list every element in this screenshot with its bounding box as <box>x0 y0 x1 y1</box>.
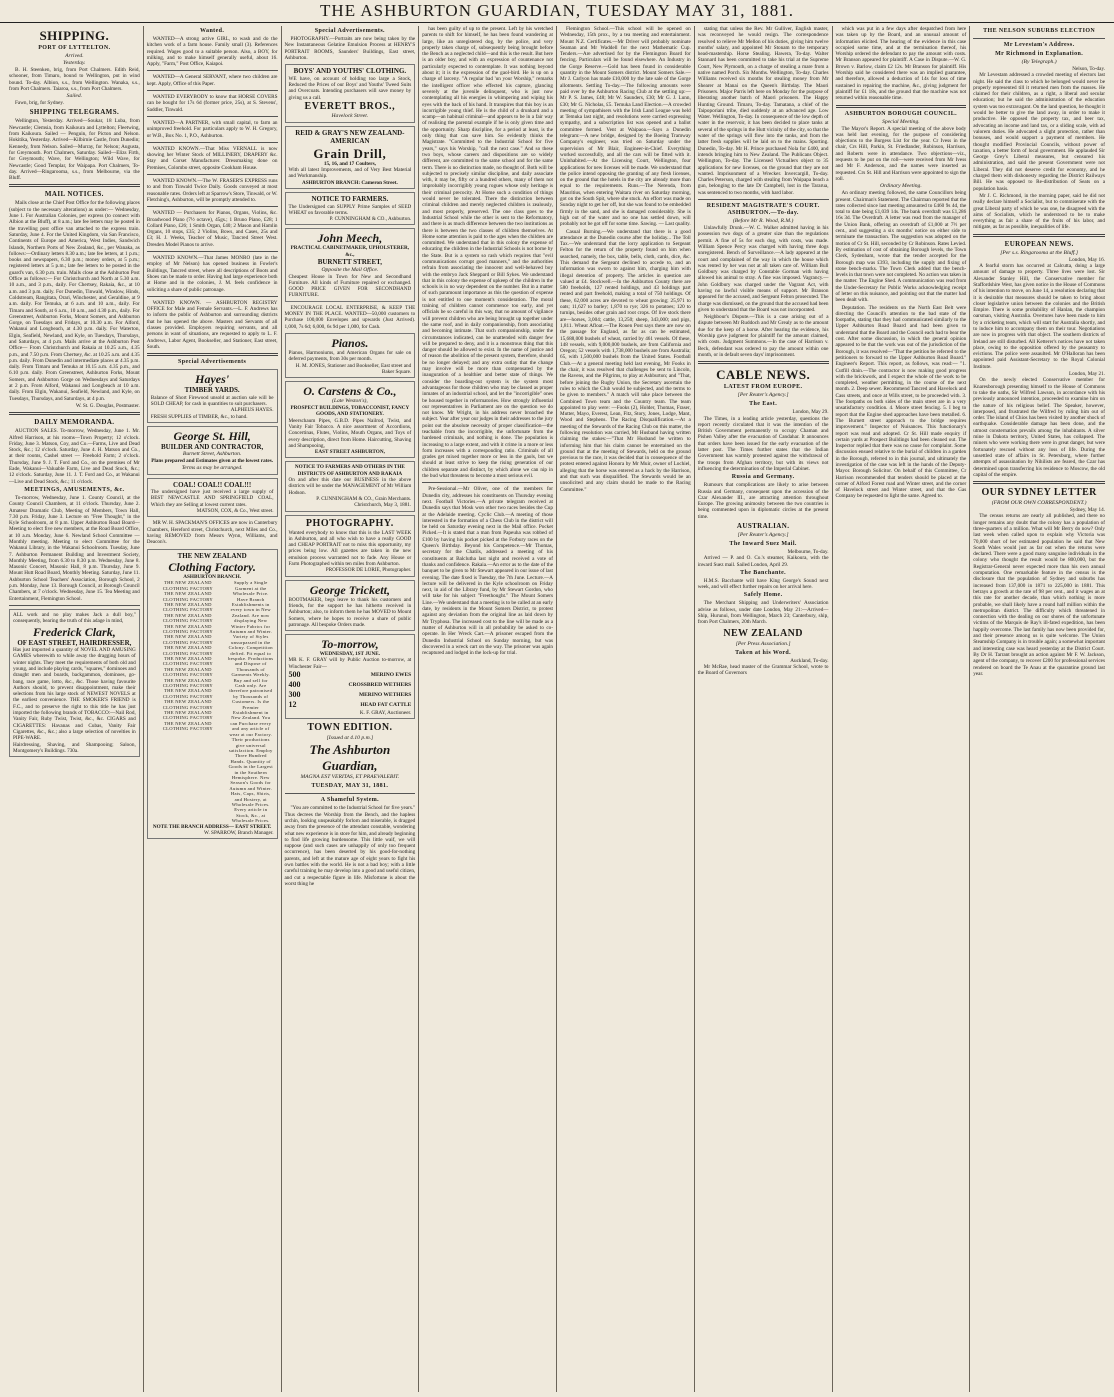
wanted-ad: WANTED KNOWN.—That James MONRO (late in the employ of Mr Nelson) has opened business in Fowler's Buildings, Tancred street, where all descriptions of Boots and Shoes can be made to order. Having had large experience both at Home and in the colonies, J. M. feels confidence in soliciting a share of public patronage. <box>146 255 278 293</box>
russia-text: Rumours that complications are likely to arise between Russia and Germany, consequent upon the accession of the Czar Alexander III., are attracting attention throughout Europe. The growing animosity between the two countries is being commented upon in diplomatic circles at the present time. <box>697 482 829 520</box>
levestam-heading: Mr Levestam's Address. <box>1003 42 1075 48</box>
european-news-via: [Per s.s. Ringarooma at the Bluff.] <box>1000 249 1079 256</box>
lot-row <box>289 670 412 680</box>
divider <box>285 793 416 794</box>
cable-news-heading: CABLE NEWS. <box>716 367 811 383</box>
lot-row <box>289 700 412 710</box>
carstens-late: (Late Weston's), <box>331 398 368 405</box>
boys-heading: BOYS' AND YOUTHS' CLOTHING. <box>293 67 407 76</box>
column-5 <box>557 26 695 1392</box>
divider <box>9 605 140 606</box>
frederick-clark-ad <box>9 609 140 757</box>
column-3 <box>282 26 420 1392</box>
nz-heading: THE NEW ZEALAND <box>177 551 247 560</box>
divider <box>147 70 278 71</box>
branch-manager: W. SPARROW, Branch Manager. <box>204 829 274 836</box>
divider <box>147 116 278 117</box>
carstens-text: Meerschaum Pipes, G.B.D. Pipes Nailrod, Twist, and Vanity Fair Tobacco. A nice assortment of Accordions, Concertinas, Flutes, Violins, Mouth Organs, and Toys of every description, direct from Home. Haircutting, Shaving and Shampooing, <box>288 417 412 449</box>
taken-at-word-heading: Taken at his Word. <box>735 649 792 656</box>
leader-continued: has been guilty of up to the present. Left by his wretched parents to shift for himself, he has been found wandering at large, like an unregistered dog, by the police, and very properly taken charge of, subsequently being brought before the Bench as a neglected child—and this is the result. But here is an older boy, and with an expression of countenance not particularly expected to contemplate. It was nothing beyond about it; it is the expression of the gaol-bird. He is up on a charge of larceny. "A regular bad 'un your Worship," remarks the intelligent officer who effected his capture, glancing severely at the juvenile delinquent, who is just now contemplating all his energies in whimpering and wiping his eyes with the back of his hand. It transpires that this boy is an incorrigible young thief. He is the child of a drunkard and a scamp—an habitual criminal—and appears to be in a fair way of realising the parental example if he is only given time and the opportunity. Sharp discipline, for a period at least, is the only thing that can save him. So evidently thinks the Magistrate. "Committed to the Industrial School for five years," says his Worship, "call the next case." And so these two boys, whose careers and dispositions are so widely different, are committed to the same school and for the same term. There is no distinction made, no thought of. Both will be subjected to precisely similar discipline, and daily associate with, it may be, fifty or a hundred others, many of them not improbably incorrigibly young rogues whose only heritage is their criminal precocity. At Home such a condition of things would never be tolerated. There the distinction between criminal children and merely neglected children is zealously, and most properly, preserved. The one class goes to the Industrial School while the other is sent to the Reformatory, and there is as much difference between the two institutions as there is between the two classes of children themselves. At Home some attention is paid to the ages when the children are committed. We understand that in this colony the expense of educating the children in the Industrial Schools is not borne by the State. But is a system so rash which requires that "evil communications corrupt good manners," and the authorities refrain from associating the innocent and well-behaved boy with the embryo Jack Sheppard or Bill Sykes. We understand that in this colony the expense of upkeep of the children in the schools is in no way dependent on the number. But in a matter of such paramount importance as this the question of expense is not entitled to one moment's consideration. The moral training of children cannot commence too early, and yet officials be so careful in this way, that no amount of vigilance will prevent children who are being brought up together under the same roof, and in daily companionship, from associating and becoming intimate. That such companionship, under the circumstances indicated, can be unattended with danger few will be prepared to deny, and it is a monstrous thing that this danger should be allowed to exist. In the name of justice and of reason the abolition of the present system, therefore, should be no longer delayed; and any extra outlay that the change may involve will be more than compensated by the inauguration of a healthier and better state of things. We consider the boarding-out system is the system most advantageous for those children who may be classed as proper inmates of an industrial school, and let the "incorrigible" ones be housed together in reformatories. How strongly influential our representatives in Parliament are on the question we do not know. Mr Wright, in his address never broached the subject. Year after year our judges in their addresses to the jury point out the absolute necessity of proper classification—the teachable from the incorrigible, the unfortunate from the hardened criminals, and nothing is done. The population is increasing to a large extent, and with it crime in a more or less form increases with a corresponding ratio. Criminals of all grades get mixed together more or less in the gaols, but we should at least strive to keep the rising generation of our children separate and distinct, by which alone we can nip in the bud what threatens to become a most serious evil. <box>422 26 553 480</box>
australian-heading: AUSTRALIAN. <box>736 522 790 530</box>
leader-text: "You are committed to the Industrial School for five years." Thus decrees the Worship from the Bench, and the hapless urchin, looking unspeakably forlorn and miserable, is dragged away from the presence of the attendant constable, wondering what new experience is in store for him, and already beginning to find life growing burdensome. This little waif, we will suppose (and such cases are unhappily of only too frequent occurrence), has been deserted by his good-for-nothing parents, and left at the mature age of eight years to fight his own battles with the world. He is not a bad boy; with a little careful training he may develop into a good and useful citizen, and cut a respectable figure in life. Misfortune is about the worst thing he <box>284 805 416 887</box>
paper-date: TUESDAY, MAY 31, 1881. <box>311 783 389 790</box>
divider <box>698 361 829 364</box>
fc-intro: ALL work and no play makes Jack a dull boy," consequently, bearing the truth of this adage in mind, <box>13 611 136 625</box>
farmers-signature: P. CUNNINGHAM & CO., Ashburton. <box>329 216 412 223</box>
leader-heading: A Shameful System. <box>320 797 380 804</box>
boys-clothing-ad <box>285 64 416 123</box>
east-date: London, May 29. <box>792 409 829 416</box>
sydney-correspondent: (FROM OUR OWN CORRESPONDENT.) <box>991 500 1087 507</box>
european-text-2: On the newly elected Conservative member for Knaresborough presenting himself to the House of Commons to take the oaths, Sir Wilfred Lawson, in accordance with his previously announced intention, proceeded to examine him on the nature of his religious belief. The Speaker, however, interposed, and frustrated the Wilfred by ruling him out of order. The island of Chios has been visited by another shock of earthquake. Considerable damage has been done, and the utmost consternation prevails among the inhabitants. A silver mine in Dakota territory, United States, has collapsed. The miners who were working there were in great danger, but were fortunately rescued without any loss of life. During the unsettled state of affairs in St. Petersburg, where further attempts of assassination by Nihilists are feared, the Czar has determined upon transferring his residence to Moscow, the old capital of the empire. <box>973 377 1105 478</box>
grain-drill-ad <box>285 126 416 189</box>
divider <box>147 174 278 175</box>
australian-agency: [Per Reuter's Agency.] <box>737 532 789 538</box>
wanted-ad: WANTED KNOWN.—The W. FRASER'S EXPRESS runs to and from Tinwald Twice Daily. Goods conveyed at most reasonable rates. Orders left at Sparrow's Store, Tinwald, or W. Fletching's, Ashburton, will be promptly attended to. <box>146 178 278 203</box>
carstens-address: EAST STREET ASHBURTON, <box>314 449 385 456</box>
st-hill-name: George St. Hill, <box>173 428 251 443</box>
column-7 <box>833 26 971 1392</box>
lot-desc: MERINO EWES <box>370 672 412 679</box>
meech-opposite: Opposite the Mail Office. <box>321 266 379 273</box>
richmond-text: Mr J. C. Richmond, in the morning paper, said he did not really declare himself a Socialist, but to commiserate with the great Liberal party of which he was one, he disagreed with the aims of Socialists, which he understood to be to make everything as fair a share of the fruits of his labor, and mitigate, as far as possible, inequalities of life. <box>973 192 1105 231</box>
lot-desc: HEAD FAT CATTLE <box>360 702 412 709</box>
clothing-repeat: THE NEW ZEALAND CLOTHING FACTORY <box>162 591 213 602</box>
pianos-signature: H. M. JONES, Stationer and Bookseller, East street and Baker Square. <box>295 362 412 375</box>
divider <box>147 296 278 297</box>
hayes-timber-ad <box>147 369 278 423</box>
sydney-text: The census returns are nearly all published, and there no longer remains any doubt that the colony has a population of three-quarters of a million. What will Mr Berry do now? Only last week when called upon to explain why Victoria was 70,000 short of her estimated population he said that New South Wales would just as far out when the returns were declared. There were a good many sanguine individuals in the colony who thought the result would be 800,000, but the Registrar-General never expected more than his own annual computation. One remarkable feature in the census is the disclosure that the population of Sydney and suburbs has increased from 137,000 in 1871 to 225,000 in 1881. This betrays a growth at the rate of 98 per cent., and it wages an at this rate for another decade, than which nothing is more probable, we shall likely have a round half million within the metropolitan district. The difficulty which threatened in connection with the dealing on our shores of the unfortunate victims of the Marquis de Ray's ill-fated expedition, has been happily overcome. The last family has now been provided for, and their presence among us is quite welcome. The Union Steamship Company is in trouble again; a somewhat important and interesting case was heard yesterday at the District Court. By Dr H. Tarrant brought an action against Mr F. W. Jackson, agent of the company, to recover £200 for professional services rendered on board the Te Anau at the quarantine ground last year. <box>973 513 1105 677</box>
rm-court-text: Unlawfully Drunk.—W. C. Walker admitted having in his possession two dogs of a greater size than the regulations permit. A fine of 5s for each dog, with costs, was made. William Spence Percy was charged with having three dogs unregistered. Bench of Surveillance.—A lady appeared at the court and complained of the way in which the house which was rented by her was not at all taken care of. William Bull Goldbury was charged by Constable Gorman with having allowed his animal to stray. A fine was imposed. Vagrancy.—John Goldbury was charged under the Vagrant Act, with having no lawful visible means of support. Mr Branson appeared for the accused, and Sergeant Felton prosecuted. The charge was dismissed, on the ground that the accused had been given to understand that the Board was not incorporated. <box>697 225 829 313</box>
wanted-ad: WANTED KNOWN. — ASHBURTON REGISTRY OFFICE for Male and Female Servants.—L. F. Andrews has to inform the public of Ashburton and surrounding districts that he has opened the above. Masters and Servants of all classes provided. Employers requiring servants, and all persons in want of situations, are requested to apply to L. F. Andrews, Labor Agent, Bookseller, and Stationer, East street, South. <box>146 299 278 350</box>
tomorrow-title: To-morrow, <box>321 637 379 652</box>
local-news: Pre-Sessional.—Mr Oliver, one of the members for Dunedin city, addresses his constituents on Thursday evening next. Football Victories.—A private telegram received at Dunedin says that Mosk won other two races besides the Cup at the Adelaide meeting. Cyclic Club.—A meeting of those interested in the formation of a Chess Club in the district will be held on Saturday evening next in the Mail office. Pocket Picked.—It is stated that a man from Papeuha was robbed of £100 by having his pocket picked at the Forbury races on the Queen's Birthday. Beyond his Competence.—Mr Thomas, secretary for the Chatils, addressed a meeting of his constituents at Balclutha last night and received a vote of thanks and confidence. Rakaia.—An error as to the date of the banquet to be given to Mr Stewart appeared in our issue of last evening. The date fixed is Tuesday, the 7th June. Lecture.—A lecture will be delivered in the Kyle schoolroom on Friday next, in aid of the Library fund, by Mr Stewart Gordon, who will take for his subject "Freethought." The Mount Somers Line.—We understand that a meeting is to be called at an early date, by residents in the Mount Somers District, to protest against any deviation from the original line as laid down by Mr Tryphosa. The increased cost to the line will be made as a matter of Ashburton will in all probability be asked to co-operate. In Her Wreck Cart.—A prisoner escaped from the Dunedin Industrial School on Sunday morning, but was discovered in a wreck cart on the way. The prisoner was again recaptured and lodged in the lock-up for trial. <box>422 486 553 657</box>
auction-ad <box>285 634 416 719</box>
coal-text: The undersigned have just received a large supply of BEST NEWCASTLE AND SPRINGFIELD COAL, Which they are Selling at lowest current rates. <box>150 489 274 508</box>
meech-sub: PRACTICAL CABINETMAKER, UPHOLSTERER, &c., <box>290 245 410 258</box>
inward-mail-heading: The Inward Suez Mail. <box>729 541 797 547</box>
meetings-text: To-morrow, Wednesday, June 1. County Council, at the County Council Chambers, at 11 o'clock. Thursday, June 2. Amateur Dramatic Club, Meeting of Members, Town Hall, 7.30 p.m. Friday, June 3. Lecture on "Free Thought," in the Kyle Schoolroom, at 8 p.m. Upper Ashburton Road Board—Meeting to elect five new members, at the Road Board Office, at 10 a.m. Monday, June 6. Newland School Committee — Monthly meeting. Meeting to elect Committee for the Wakanui Library, in the Wakanui Schoolroom. Tuesday, June 7. Ashburton Permanent Building and Investment Society, Monthly Meeting, from 6.30 to 8.30 p.m. Wednesday, June 8. Masonic Concert, Masonic Hall, 8 p.m. Thursday, June 9. Mount Hutt Road Board, Monthly Meeting. Saturday, June 11. Ashburton School Teachers' Association, Borough School, 2 p.m. Monday, June 13. Borough Council, at Borough Council Chambers, at 7 o'clock. Wednesday, June 15. Tea Meeting and Entertainment, Flemington School. <box>9 494 140 602</box>
masthead: THE ASHBURTON GUARDIAN, TUESDAY MAY 31, 1881. <box>0 0 1114 23</box>
meech-name: John Meech, <box>317 231 383 246</box>
rakaia-text: On and after this date our BUSINESS in the above districts will be under the MANAGEMENT of Mr William Hodson. <box>288 477 412 496</box>
wanted-ad: WANTED—A strong active GIRL, to wash and do the kitchen work of a farm house. Family small (3). References required. Wages good to a suitable person. Also, a BOY, for milking, and to make himself generally useful, about 16. Apply, "Farm," Post Office, Kaiapoi. <box>146 36 278 68</box>
branch-label: ASHBURTON BRANCH. <box>183 574 241 581</box>
farmers-notice <box>285 192 416 225</box>
coal-signature: MATSON, COX, & Co., West street. <box>196 508 274 515</box>
special-ads-heading: Special Advertisements <box>177 359 247 366</box>
nelson-election-heading: THE NELSON SUBURBS ELECTION <box>983 28 1096 34</box>
column-6 <box>695 26 833 1392</box>
russia-heading: Russia and Germany. <box>731 474 795 481</box>
carstens-sub: PROSPECT BUILDINGS, TOBACCONIST, FANCY GOODS, AND STATIONERY. <box>290 405 410 418</box>
fc-subtitle: OF EAST STREET, HAIRDRESSER, <box>17 638 132 647</box>
pianos-ad <box>285 333 416 378</box>
divider <box>973 481 1105 484</box>
st-hill-text: Plans prepared and Estimates given at the lowest rates. <box>151 458 274 465</box>
daily-memoranda-heading: DAILY MEMORANDA. <box>34 418 115 427</box>
lot-row <box>289 680 412 690</box>
mail-notices-heading: MAIL NOTICES. <box>44 190 104 199</box>
inward-mail-text: Arrived — P. and O. Co.'s steamer, Kaikoura, with the inward Suez mail. Sailed London, April 29. <box>697 555 829 568</box>
levestam-text: Mr Levestam addressed a crowded meeting of electors last night. He said the class to which he belonged would never be properly represented till it returned men from the masses. He claimed for their children, as a right, a liberal and secular education; but he said the administration of the education system was too extravagant. On the land question, he thought it would be better to give the land away, in order to make it productive. He opposed the property tax, and beer tax, advocating an income and land tax, or a sliding scale, with ad valorem duties. He advocated a slight protection, rather than bonuses, and would support a payment of members. He thought modified Provincial Councils, without power of taxation, a better form of local government. He applauded Sir George Grey's Liberal measures, but censured his administration, and said the present Government were not Liberal. They did not deserve credit for economy, and he charged them with dishonesty regarding the District Railways Bill. He was opposed to Re-distribution of Seats on a population basis. <box>973 72 1105 192</box>
trickett-text: BOOTMAKER, begs leave to thank his customers and friends, for the support he has hitherto received in Ashburton; also, to inform them he has MOVED to Mount Somers, where he hopes to receive a share of public patronage. All bespoke Orders made. <box>288 596 412 628</box>
photography-ad <box>285 515 416 577</box>
clothing-repeat: THE NEW ZEALAND CLOTHING FACTORY <box>162 720 213 732</box>
clothing-repeat: THE NEW ZEALAND CLOTHING FACTORY <box>162 601 213 613</box>
hayes-owner: ALPHEUS HAYES. <box>230 407 274 414</box>
meetings-heading: MEETINGS, AMUSEMENTS, &c. <box>24 486 125 493</box>
everett-address: Havelock Street. <box>331 112 369 119</box>
carstens-name: O. Carstens & Co., <box>303 384 397 399</box>
postmaster-signature: W. St. G. Douglas, Postmaster. <box>75 402 140 409</box>
fc-text: Has just imported a quantity of NOVEL AND AMUSING GAMES wherewith to while away the dragging hours of winter nights. They meet the requirements of both old and young, and include playing cards, "squares," dominoes and draught men and boards, backgammon, dominoes, go-bang, race game, lotto, &c., &c. Those having favourite Authors should, to prevent disappointment, make their selections from his large stock of NEWEST NOVELS at the earliest convenience. THE SMOKER'S FRIEND is F.C., and to preserve the right to this title he has just imported the following brands of TOBACCO:—Nail Rod, Vanity Fair, Ruby Twist, Twist, &c., &c. CIGARS and CIGARETTES: Havanas and Cubas, Vanity Fair Cigarettes, &c., &c.; also a large selection of novelties in PIPE-WARE. <box>13 647 136 742</box>
farmers-text: The Undersigned can SUPPLY Prime Samples of SEED WHEAT on favorable terms. <box>288 203 412 216</box>
ordinary-meeting-label: Ordinary Meeting. <box>880 183 922 190</box>
clothing-side-text: Supply a Single Garment at the Wholesale Price. Have Branch Establishments in every town in New Zealand. Are now displaying New Winter Fabrics for Autumn and Winter. Variety of Styles unsurpassed in the Colony. Competition defied. Fit equal to bespoke. Productions and Dispose of Thousands of Garments Weekly. Buy and sell for Cash only. Are therefore patronised by Thousands of Customers. Is the Premier Establishment in New Zealand. You can Purchase every and any article of wear at our Factory. Their productions give universal satisfaction. Employ Three Hundred Hands. Quantity of Goods in the Largest in the Southern Hemisphere. New Season's Goods for Autumn and Winter. Hats, Caps, Shirts, and Hosiery, at Wholesale Prices. Every article in Stock, &c., at Wholesale Prices. <box>228 580 274 824</box>
divider <box>9 184 140 187</box>
east-text: The Times, in a leading article yesterday, questions the report recently circulated that it was the intention of the British Government permanently to occupy Chaman and Pishen Valley after the evacuation of Candahar. It announces that orders have been issued for the early evacuation of the latter post. The Times further states that the Indian Government has warmly protested against the withdrawal of the troops from Afghan territory, but with its views not influencing the determination of the Imperial Cabinet. <box>697 415 829 472</box>
clothing-repeat: THE NEW ZEALAND CLOTHING FACTORY <box>162 634 213 645</box>
wanted-heading: Wanted. <box>199 28 225 34</box>
divider <box>147 353 278 356</box>
clothing-title: Clothing Factory. <box>168 560 256 575</box>
hayes-text: Balance of Short Firewood unsold at auction sale will be SOLD CHEAP, for cash in quantities to suit purchasers. <box>150 394 274 407</box>
photography-text: Wanted everybody to know that this is the LAST WEEK in Ashburton, and all who wish to have a really GOOD and CHEAP PORTRAIT not to miss this opportunity, my prices being low. All gazettes are taken in the new emulsion process warranted not to fade. Any House or Farm Photographed within ten miles from Ashburton. <box>288 529 412 568</box>
borough-ordinary-text: An ordinary meeting followed, the same Councillors being present. Chairman's Statement. The Chairman reported that the rates collected since last meeting amounted to £460 9s 4d, the total to date being £1,039 14s. The bank overdraft was £1,286 16s 3d. The Overdraft. A letter was read from the manager of the Union Bank, offering an overdraft of £1,000 at 7½ per cent., and suggesting a six months' notice on either side to terminate the transaction. The suggestion was adopted on the motion of Cr St. Hill, seconded by Cr Robinson. Rates Levied. By estimation of cost of obtaining Borough levels, the Town Clerk, Sydenham, wrote that the tender accepted for the Borough map was £393, including the supply and fixing of stone bench-marks. The Town Clerk added that the bench-levels in that town were not completed. No action was taken in the matter. The Engine Shed. A communication was read from the Under-Secretary for Public Works acknowledging receipt of letter on this nuisance, and pointing out that the matter had been dealt with. <box>835 190 967 304</box>
st-hill-ad <box>147 426 278 475</box>
pianos-text: Pianos, Harmoniums, and American Organs for sale on deferred payments, from 30s per month. <box>288 349 412 363</box>
european-dateline-2: London, May 21. <box>1068 371 1105 378</box>
clothing-repeat: THE NEW ZEALAND CLOTHING FACTORY <box>162 612 213 624</box>
clothing-repeat: THE NEW ZEALAND CLOTHING FACTORY <box>162 677 213 689</box>
column-1 <box>6 26 144 1392</box>
sailed-text: Fawn, brig, for Sydney. <box>15 100 64 107</box>
divider <box>698 199 829 200</box>
hayes-fresh: FRESH SUPPLIES of TIMBER, &c., to hand. <box>150 413 248 420</box>
special-meeting-label: Special Meeting. <box>882 118 920 125</box>
european-text: A fearful storm has occurred at Calcutta, doing a large amount of damage to property. Three lives were lost. Sir Alexander Stanley Hill, the Conservative member for Staffordshire West, has given notice in the House of Commons of his intention to move, on June 14, a resolution declaring that it is desirable that measures should be taken to bring about closer legislative union between the colonies and the British Empire. There is some probability of Hanlan, the champion oarsman, visiting Australia. Overtures have been made to him by a cricketing team, which will start for Australia shortly, and to induce him to accompany them on their tour. Negotiations are now in progress with that object. The southern districts of Ireland are still disturbed. All Ketterer's notices have not taken place, owing to the opposition offered by the peasantry to evictions. The police were assaulted. Mr O'Halloran has been appointed paid Assistant-Secretary to the Royal Colonial Institute. <box>973 263 1105 370</box>
richmond-heading: Mr Richmond in Explanation. <box>995 51 1084 57</box>
st-hill-sub: BUILDER AND CONTRACTOR, <box>160 442 264 451</box>
divider <box>147 251 278 252</box>
bacchante-text: H.M.S. Bacchante will have King George's Sound next week, and will effect further repairs on her arrival here. <box>697 577 829 591</box>
sydney-letter-heading: OUR SYDNEY LETTER <box>981 487 1097 499</box>
nz-news-agency: [Per Press Association.] <box>735 640 791 647</box>
farmers-heading: NOTICE TO FARMERS. <box>311 195 389 204</box>
gray-text: MR K. F. GRAY will by Public Auction to-morrow, at Winchester Fair— <box>288 657 412 670</box>
encourage-local-ad: ENCOURAGE LOCAL ENTERPRISE, & KEEP THE MONEY IN THE PLACE. WANTED—50,000 customers to Purchase 100,000 Envelopes and upwards (Just Arrived). 1,000, 7s 6d; 6,000, 6s 9d per 1,000, for Cash. <box>284 304 416 330</box>
grain-drill-title: Grain Drill, <box>313 145 387 161</box>
lot-count: 400 <box>288 680 301 690</box>
meech-address: BURNETT STREET, <box>317 258 383 267</box>
paper-title: The Ashburton Guardian, <box>309 742 391 774</box>
reid-heading: REID & GRAY'S NEW ZEALAND-AMERICAN <box>295 128 405 146</box>
trickett-ad <box>285 580 416 631</box>
photography-notice: PHOTOGRAPHY.—Portraits are now being taken by the New Instantaneous Gelatine Emulsion Process at HENRY'S PORTRAIT ROOMS, Saunders' Buildings, East street, Ashburton. <box>284 36 416 61</box>
meech-text: Cheapest House in Town for New and Secondhand Furniture. All kinds of Furniture repaired or exchanged. GOOD PRICE GIVEN FOR SECONDHAND FURNITURE. <box>288 273 412 299</box>
everett-name: EVERETT BROS., <box>304 100 396 112</box>
borough-special-text: The Mayor's Report. A special meeting of the above body was held last evening, for the purpose of considering objections to the Burgess List for the year. Cr Ivess in the chair, Crs Hill, Parkin, St. Friedlander, Robinson, Harrison, and Roberts were in attendance. Two objections—viz., requests to be put on the roll—were received from Mr Ivess and Mr F. Anderson, and the names were inserted as requested. Crs St. Hill and Harrison were appointed to sign the roll. <box>835 125 967 182</box>
town-edition-heading: TOWN EDITION. <box>307 722 393 734</box>
reid-text: With all latest Improvements, and of Very Best Material and Workmanship. <box>288 167 412 180</box>
st-hill-terms: Terms as may be arranged. <box>181 464 243 471</box>
shipping-heading: SHIPPING. <box>39 28 110 43</box>
taken-at-word-text: Mr McRae, head master of the Grammar School, wrote to the Board of Governors <box>697 663 829 677</box>
rm-court-before: (Before Mr R. Wood, R.M.) <box>732 218 794 225</box>
european-dateline: London, May 16. <box>1068 256 1105 263</box>
by-telegraph: (By Telegraph.) <box>1021 59 1057 65</box>
clothing-repeat: THE NEW ZEALAND CLOTHING FACTORY <box>162 710 213 721</box>
wanted-ad: WANTED KNOWN.—That Miss VERNALL is now showing her Winter Stock of MILLINERY, DRAPERY &c. Stay and Corset Manufacturer. Dressmaking done on Premises, Colombo street, opposite Cookham House. <box>146 145 278 171</box>
cable-agency: [Per Reuter's Agency.] <box>737 392 789 399</box>
special-ads-heading: Special Advertisements. <box>314 28 385 34</box>
divider <box>973 38 1105 39</box>
shipping-telegrams-text: Wellington, Yesterday. Arrived—Soukar, 18 Luba, from Newcastle; Clemsia, from Kaikoura and Lyttelton; Fleetwing, from Kaikoura. Sailed — Penguin, for Picton and Nelson. Hokitika, Yesterday. Arrived—Kilbirnie Castle, from Dunedin; Kennedy, from Nelson. Sailed—Murray, for Nelson; Augusta, for Greymouth. Port Chalmers, Saturday. Sailed—Elizs Firth, for Greymouth; Wave, for Wellington; Wild Wave, for Newcastle; Good Templar, for Waipapa. Port Chalmers, To-day. Arrived—Ringarooma, s.s., from Melbourne, via the Bluff. <box>9 118 140 182</box>
st-hill-address: Burnett Street, Ashburton. <box>182 451 242 458</box>
bacchante-heading: The Banchante. <box>740 569 787 576</box>
lot-count: 12 <box>288 700 297 710</box>
port-heading: PORT OF LYTTELTON. <box>38 45 111 51</box>
clothing-repeats <box>151 580 225 823</box>
spackman-notice: MR W. H. SPACKMAN'S OFFICES are now in Canterbury Chambers, Hereford street, Christchurch, next Miles and Co., having REMOVED from Messrs Wynn, Williams, and Deacon's. <box>146 520 278 546</box>
nz-news-heading: NEW ZEALAND <box>723 627 803 639</box>
rakaia-notice <box>285 461 416 511</box>
clothing-factory-ad <box>147 549 278 840</box>
wanted-ad: WANTED—A General SERVANT, where two children are kept. Apply, Office of this Paper. <box>146 74 278 87</box>
photography-heading: PHOTOGRAPHY. <box>305 517 394 529</box>
european-news-heading: EUROPEAN NEWS. <box>1004 239 1074 248</box>
boys-text: WE have, on account of holding too large a Stock, Reduced the Prices of our Boys' and Youths' Tweed Suits and Overcoats. Intending purchasers will save money by giving us a call. <box>288 75 412 101</box>
gray-signature: K. F. GRAY, Auctioneer. <box>359 710 412 717</box>
clothing-repeat: THE NEW ZEALAND CLOTHING FACTORY <box>162 666 213 678</box>
wanted-ad: WANTED — Purchasers for Pianos, Organs, Violins, &c. Broadwood Piano (7½ octave), 45gs.; 1 Bruno Piano, £28; 1 Collard Piano, £26; 1 Smith Organ, £40; 2 Mason and Hamlin Organs, 10 stops, £35; 2 Violins, Bows, and Cases, 25s and £3; H. J. Weeks, Teacher of Music, Tancred Street West. Dresden Model Pianos to arrive. <box>146 210 278 248</box>
divider <box>422 482 553 483</box>
rakaia-signature: P. CUNNINGHAM & CO., Grain Merchants. Christchurch, May 3, 1881. <box>316 495 412 509</box>
borough-more-text: Deputation. The residents on the North East Belt were directing the Council's attention to the bad state of the footpaths, stating that they had communicated similarly to the Upper Ashburton Road Board and had been given to understand that the Board and the Council each had to bear the cost. After some discussion, in which the general opinion appeared to be that the work was out of the jurisdiction of the Borough, it was resolved—"That the petition be referred to the petitioners to forward to the Upper Ashburton Road Board." Engineer's Report. This report, as follows, was read:— "1. Cutfill drain.—The contractor is now making good progress with the brickwork, and I expect the whole of the work to be completed, weather permitting, in the course of the next month. 2. Deep sewer. Recommend Tancred and Havelock and Cass streets, and once at Wills street, to be proceeded with. 3. The footpaths on both sides of the main street are in a very unsatisfactory condition. 4. Moore street fencing. 5. I beg to report that the Engine shed approaches have been metalled. 6. The Burnett street approach to the bridge requires improvement." Inspector of Nuisances. This functionary's report was read and adopted. Cr St. Hill made enquiry if certain yards at Prospect Buildings had been cleaned out. The Inspector replied that there was no cause for complaint. Some discussion ensued relative to the burial of children in a garden in the Borough, referred to in this journal, and ultimately the investigation of the case was left in the hands of the Deputy-Mayor. Borough Solicitor. On behalf of this Committee, Cr Harrison recommended that tenders should be placed at the corner of Alford Forest road and Winter street, and the corner of Havelock street and Winter street, and that the Gas Company be requested to light the same. Agreed to. <box>835 304 967 500</box>
clothing-repeat: THE NEW ZEALAND CLOTHING FACTORY <box>162 699 213 710</box>
telegram-news: stating that unless the Rev. Mr Gulliver, English master, was reconveyed he would resign. The correspondence resolved to relieve Mr Mellon of his duties, giving him twelve months' salary, and appointed Mr Stonam to the temporary head-mastership. Horse Stealing. Hawera, To-day. Walter Stannard has been committed to take his trial at the Supreme Court, New Plymouth, on a charge of stealing a mare from a native named Porch. Six Months. Wellington, To-day. Charles Williams received six months for stealing money from Mr Shearer at Manai on the Queen's Birthday. The Maori Prisoners. Major Parris left here on Monday for the purpose of liberating another batch of Maori prisoners. The Happy Hunting Ground. Timaru, To-day. Tamatana, a chief of the Taipoporiani tribe, died suddenly at an advanced age. Low Water. Wellington, To-day. In consequence of the low depth of water in the reservoir, it has been decided to place tanks at several of the springs in the Hutt vicinity of the city, so that the water of the springs will flow into the tanks, and from the latter fresh supplies will be laid on to the mains. Sporting. Dunedin, To-day. Mr H. Prince purchased Nola for £400, and intends bringing him to New Zealand. The Publicans Object. Wellington, To-day. The Licensed Victuallers object to 35 applications for new licenses, on the ground that they are not wanted. Imprisonment of a Wrecker. Invercargill, To-day. Charles Peterson, charged with stealing from Waipapa beach a gun, belonging to the late Dr Campbell, lost in the Tararua, was sentenced to two months, with hard labor. <box>697 26 829 196</box>
safely-home-text: The Merchant Shipping and Underwriters' Association advise as follows, under date London, May 21:—Arrived—Ship, Hurunui, from Wellington, March 23; Canterbury, ship, from Port Chalmers, 20th March. <box>697 600 829 626</box>
lot-row <box>289 690 412 700</box>
lot-count: 500 <box>288 670 301 680</box>
divider <box>147 142 278 143</box>
court-continued: which was put in a few days after despatched from here was taken up by the Board, and an unusual amount of information elicited. The hearing of the evidence in this case occupied some time, and at the termination thereof, his Worship ordered the defendant to pay the amount with costs. Mr Branson appeared for plaintiff. A Case in Dispute.—W. G. Brown v. Barlow, claim £2 12s. Mr Branson for plaintiff. His Worship said he considered there was an implied guarantee, and therefore, allowed a deduction of 14s for loss of time sustained in repairing the machine, &c., giving judgment for plaintiff for £1 18s, and the ground that the machine was not returned within reasonable time. <box>835 26 967 102</box>
coal-ad <box>147 478 278 518</box>
wanted-ad: WANTED EVERYBODY to know that HORSE COVERS can be bought for 17s 6d (former price, 25s), at S. Stevens', Saddler, Tinwald. <box>146 94 278 113</box>
local-news: Casual Burning.—We understand that there is a good attendance at the Dunedin course after the holiday... The Toll Tax.—We understand that the lorry application to Sergeant Felton for the return of the property found on him when searched, namely, the box, table, bells, cloth, cards, dice, &c. This demand the Sergeant declined to accede to, and an information was sworn to against him, charging him with illegal detention of property. The articles in question are valued at £4. Stockwell.—In the Ashburton County there are 580 freeholds, 127 rented holdings, and 43 holdings part rented and part freehold, making a total of 750 holdings. Of these, 62,000 acres are devoted to wheat growing; 25,971 to oats; 11,627 to barley; 1,870 to rye; 326 to potatoes; 120 to turnips, besides other grain and root crops. Of live stock there are—horses, 3,004; cattle, 13,250; sheep, 343,000; and pigs, 1,811. Wheat Afloat.—The Rouen Post says there are now on the passage for England, as far as can be estimated, 15,688,000 bushels of wheat, carried by 461 vessels. Of these, 148 vessels, with 9,000,000 bushels, are from California and Oregon; 52 vessels with 1,738,000 bushels are from Australia; 65, with 1,500,000 bushels from the United States. Football Club.—At a general meeting held last evening, Mr Fooks in the chair, it was resolved that challenges be sent to Lincoln, the Ravens, and the Pilgrims, to play at Ashburton; and "That, before joining the Rugby Union, the Secretary ascertain the rules to which the Club would be subjected, and the terms to be given to members." A match will take place between the Combined Town team and the Country team. The team appointed to play were: —Fooks (2), Holder, Thomas, Fraser, Mutter, Mayo, Everest, Lean, Fitz, Story, Jones, Lodge, Mant, Wood and Stephens. The Racing Disqualification.—At a meeting of the Stewards of the Racing Club on this matter, the following resolution was carried, Mr Husband having written claiming the stakes:—"That Mr Husband be written to informing him that his claim cannot be entertained on the ground that at the meeting of Stewards, held on the ground previous to the race, it was decided that in consequence of the protest entered against Honora by Mr Muir, owner of Lochiel, alleging that the horse was entered as a hack by the Harrison, and that such was disqualified. The Stewards would be an unsolicited and any claim should be made to the Racing Committee." <box>560 228 691 493</box>
sydney-dateline: Sydney, May 14. <box>1069 507 1105 514</box>
lot-count: 300 <box>288 690 301 700</box>
tomorrow-date: WEDNESDAY, 1ST JUNE. <box>319 651 381 658</box>
shipping-telegrams-heading: SHIPPING TELEGRAMS. <box>29 108 120 117</box>
issued-time: [Issued at 4.10 p.m.] <box>326 735 374 742</box>
safely-home-heading: Safely Home. <box>743 592 783 599</box>
reid-branch: ASHBURTON BRANCH: Cameron Street. <box>301 179 398 186</box>
divider <box>836 105 967 108</box>
east-heading: The East. <box>749 401 778 408</box>
rm-court-more: Neighbour's Dispute.—This is a case arising out of a dispute between Mr Ruddoch and Mr Grealy as to the amount due for the keep of a horse. After hearing the evidence, his Worship gave judgment for plaintiff for the amount claimed, with costs. Judgment Summons.—In the case of Harrison v. Beck, defendant was ordered to pay the amount within one month, or in default seven days' imprisonment. <box>697 314 829 358</box>
clothing-repeat: THE NEW ZEALAND CLOTHING FACTORY <box>162 623 213 634</box>
cable-news-sub: LATEST FROM EUROPE. <box>723 384 803 391</box>
divider <box>9 412 140 415</box>
divider <box>147 206 278 207</box>
taken-at-word-date: Auckland, To-day. <box>790 657 829 664</box>
hayes-name: Hayes' <box>195 372 230 387</box>
column-4 <box>419 26 557 1392</box>
clothing-repeat: THE NEW ZEALAND CLOTHING FACTORY <box>162 656 213 667</box>
fc-footer: Hairdressing, Shaving, and Shampooing; Saloon, Montgomery's Buildings. 730a. <box>13 741 136 754</box>
divider <box>147 90 278 91</box>
fc-name: Frederick Clark, <box>33 624 116 639</box>
divider <box>973 234 1105 237</box>
paper-motto: MAGNA EST VERITAS, ET PRAEVALEBIT. <box>300 774 400 781</box>
clothing-body <box>151 580 274 823</box>
trickett-name: George Trickett, <box>309 582 390 597</box>
pianos-title: Pianos. <box>331 335 369 350</box>
lot-desc: MERINO WETHERS <box>358 692 412 699</box>
rm-court-heading: RESIDENT MAGISTRATE'S COURT. ASHBURTON.—To-day. <box>706 203 820 217</box>
mail-notices-text: Mails close at the Chief Post Office for the following places (subject to the necessary alterations) as under:— Wednesday, June 1. For Australian Colonies, per express (to connect with Albion at the Bluff), at 8 a.m.; late fee letters may be posted in the travelling post office van attached to the express train. Saturday, June 4. For the United Kingdom, via San Francisco, Continents of Europe and America, West Indies, Sandwich Islands, Northern Ports of New Zealand, &c., per Wanaka, as follows:—Ordinary letters 8.30 a.m.; late fee letters, at 1 p.m.; books and newspapers, 6.30 p.m.; money orders, at 5 p.m.; registered letters at 5 p.m.; late fee letters to be posted in the guard's van, 6.30 p.m. train. Mails close at the Ashburton Post Office as follows:— For Christchurch and North at 5.30 a.m. 10 a.m., and 3 p.m., daily. For Chertsey, Rakaia, &c., at 10 a.m. and 3 p.m. daily. For Dunedin, Tinwald, Winslow, Hinds, Coldstream, Rangitata, Orari, Winchester, and Geraldine, at 9 a.m. daily. For Temuka, at 6 a.m. and 10 a.m., daily. For Timaru and South, at 6 a.m., 10 a.m., and 4.30 p.m., daily. For Greenstreet, Ashburton Forks, Mount Somers, and Ashburton Gorge, on Tuesdays and Fridays, at 10.30 a.m. For Alford, Wakanui and Longbeach, at 4.30 p.m. daily. For Waterton, Elgin, Seafield, Newland, and Kyle, on Tuesdays, Thursdays, and Saturdays, at 4 p.m. Mails arrive at the Ashburton Post Office— From Christchurch and Rakaia at 10.25 a.m., 4.35 p.m., and 7.50 p.m. From Chertsey, &c. at 10.25 a.m. and 4.35 p.m. daily. From Dunedin and intermediate places at 4.35 p.m. daily. From Timaru and Temuka at 10.15 a.m. 4.35 p.m., and 6.10 p.m. daily. From Greenstreet, Ashburton Forks, Mount Somers, and Ashburton Gorge on Wednesdays and Saturdays at 2 p.m. From Alford, Wakanui and Longbeach at 10 a.m. daily. From Elgin, Wakanui, Seafield, Newland, and Kyle, on Tuesdays, Thursdays, and Saturdays, at 4 p.m. <box>9 200 140 402</box>
local-news: Flemington School.—This school will be opened on Wednesday, 15th prox., by a tea meeting and entertainment. Mount N.Z. Certificates.—Mr Driver will probably nominate Seaman and Mr Waddell for the next Mathematic Cup. Tenders.—Are advertised for by the Flemington Board for fencing. Particulars will be found elsewhere. An Industry in the Gorge Reserve.—Gold has been found in considerable quantity in the Mount Somers district. Mount Somers Sale.—Mr J. Carlyon has made £10,000 by the late sale of the Gorge allotments. Settling To-day.—The following amounts were paid over by the Ashburton Racing Club at the settling up:—Mr P. S. James, £48; Mr W. Saunders, £30; Mr G. J. Lunn, £30; Mr G. Nicholas, £5. Temuka Land Election.—A crowded meeting of sympathisers with the Irish Land League was held at Temuka last night, and resolutions were carried expressing sympathy, and a subscription list was opened and a ballot committee formed. Vent at Waipaoa.—Says a Dunedin telegram:—A new bridge, designed by the Boeing Tramway Company's engineer, was tried on Saturday under the supervision of Mr Blair, Engineer-in-Chief. Everything worked successfully, and all the cars will be fitted with it. Uninhabited.—At the Licensing Court, Wellington, four applications for new licenses will be made. We understand that the police intend opposing the granting of any fresh licenses, on the ground that the hotels in the city are already more than equal to the requirements. Runs.—The Nerenda, from Mauritius, when entering Waitara river on Saturday morning, got on the South Spit, where she stuck. An effort was made on Sunday night to get her off, but she was found to be embedded firmly in the sand, and she is damaged considerably. She is high out of the water and no one has settled down, will probably not be got off for some time. Sawing. — Last quality. <box>560 26 691 228</box>
daily-memoranda-text: AUCTION SALES. To-morrow, Wednesday, June 1. Mr. Alfred Harrison, at his rooms—Town Property; 12 o'clock. Friday, June 3. Matson, Coy, and Co.—Farms, Live and Dead Stock, &c.; 12 o'clock. Saturday, June 4. H. Matson and Co., at their rooms, Cashel street — Freehold Farm; 2 o'clock. Thursday, June 9. J. T. Ford and Co., on the premises of Mr Eade, Wakanui—Valuable Farm, Live and Dead Stock, &c.; 12 o'clock. Saturday, June 11. J. T. Ford and Co., at Wakanui—Live and Dead Stock, &c.; 11 o'clock. <box>9 428 140 485</box>
clothing-repeat: THE NEW ZEALAND CLOTHING FACTORY <box>162 645 213 656</box>
lot-list <box>289 670 412 710</box>
clothing-repeat: THE NEW ZEALAND CLOTHING FACTORY <box>162 580 213 591</box>
wanted-ad: WANTED—A PARTNER, with small capital, to farm an unimproved freehold. For particulars apply to W. H. Gregory, or W.B., Box No. 1, P.O., Ashburton. <box>146 119 278 139</box>
clothing-repeat: THE NEW ZEALAND CLOTHING FACTORY <box>162 688 213 699</box>
reid-sizes: 15, 16, and 17 Coulters, <box>323 160 376 167</box>
inward-mail-date: Melbourne, To-day. <box>787 549 829 555</box>
nelson-dateline: Nelson, To-day. <box>1072 66 1105 72</box>
rakaia-heading: NOTICE TO FARMERS AND OTHERS IN THE DISTRICTS OF ASHBURTON AND RAKAIA <box>294 464 405 477</box>
branch-address: NOTE THE BRANCH ADDRESS— EAST STREET. <box>152 823 272 830</box>
yesterday-label: Yesterday. <box>63 60 86 66</box>
carstens-ad <box>285 381 416 458</box>
photography-signature: PROFESSOR DE LORIE, Photographer. <box>325 567 412 574</box>
borough-council-heading: ASHBURTON BOROUGH COUNCIL. <box>844 110 957 117</box>
lot-desc: CROSSBRED WETHERS <box>348 682 412 689</box>
coal-heading: COAL! COAL!! COAL!!! <box>173 480 252 489</box>
meech-ad <box>285 228 416 301</box>
arrivals-text: B. H. Steenken, brig, from Port Chalmers. Edith Reid, schooner, from Timaru, bound to Wellington, put in wind bound. To-day. Albion, s.s., from Wellington. Wanaka, s.s., from Port Chalmers. Taiaroa, s.s., from Port Chalmers. <box>9 67 140 92</box>
column-2 <box>144 26 282 1392</box>
column-8 <box>970 26 1108 1392</box>
sailed-label: Sailed. <box>66 93 83 100</box>
hayes-sub: TIMBER YARDS. <box>184 386 240 395</box>
columns <box>6 26 1108 1392</box>
arrived-label: Arrived. <box>65 53 84 59</box>
